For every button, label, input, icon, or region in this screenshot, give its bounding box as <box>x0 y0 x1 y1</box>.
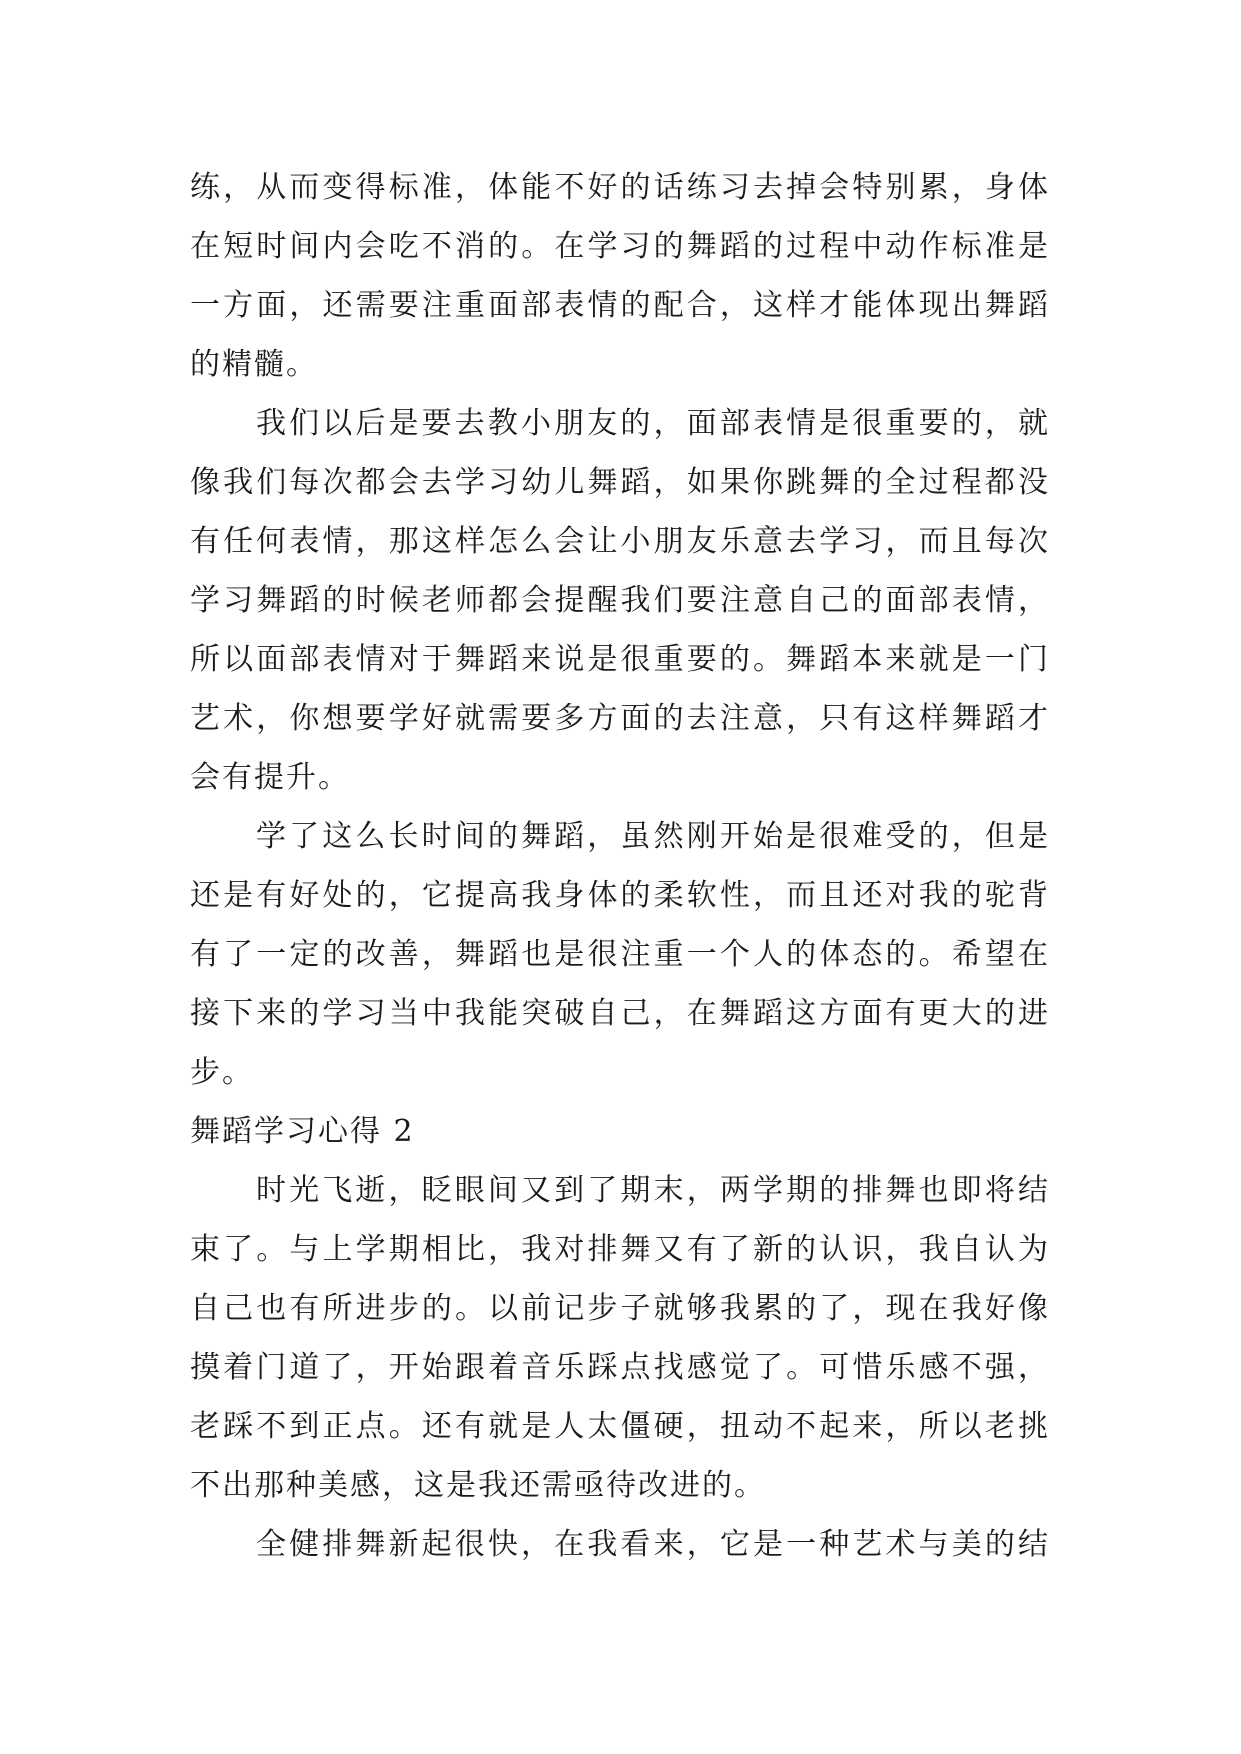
text-line: 学习舞蹈的时候老师都会提醒我们要注意自己的面部表情， <box>190 583 1050 618</box>
text-line: 艺术，你想要学好就需要多方面的去注意，只有这样舞蹈才 <box>190 701 1050 736</box>
text-line: 束了。与上学期相比，我对排舞又有了新的认识，我自认为 <box>190 1232 1050 1267</box>
text-line: 还是有好处的，它提高我身体的柔软性，而且还对我的驼背 <box>190 878 1050 913</box>
text-line: 像我们每次都会去学习幼儿舞蹈，如果你跳舞的全过程都没 <box>190 465 1050 500</box>
paragraph-first-line: 全健排舞新起很快，在我看来，它是一种艺术与美的结 <box>256 1527 1050 1562</box>
paragraph-first-line: 我们以后是要去教小朋友的，面部表情是很重要的，就 <box>256 406 1050 441</box>
text-line: 的精髓。 <box>190 347 318 382</box>
paragraph-first-line: 学了这么长时间的舞蹈，虽然刚开始是很难受的，但是 <box>256 819 1050 854</box>
document-body <box>190 158 1050 1574</box>
text-line: 接下来的学习当中我能突破自己，在舞蹈这方面有更大的进 <box>190 996 1050 1031</box>
text-line: 老踩不到正点。还有就是人太僵硬，扭动不起来，所以老挑 <box>190 1409 1050 1444</box>
text-line: 练，从而变得标准，体能不好的话练习去掉会特别累，身体 <box>190 170 1050 205</box>
text-line: 摸着门道了，开始跟着音乐踩点找感觉了。可惜乐感不强， <box>190 1350 1050 1385</box>
text-line: 不出那种美感，这是我还需亟待改进的。 <box>190 1468 766 1503</box>
text-line: 所以面部表情对于舞蹈来说是很重要的。舞蹈本来就是一门 <box>190 642 1050 677</box>
text-line: 自己也有所进步的。以前记步子就够我累的了，现在我好像 <box>190 1291 1050 1326</box>
text-line: 有任何表情，那这样怎么会让小朋友乐意去学习，而且每次 <box>190 524 1050 559</box>
paragraph-first-line: 时光飞逝，眨眼间又到了期末，两学期的排舞也即将结 <box>256 1173 1050 1208</box>
section-heading: 舞蹈学习心得 2 <box>190 1114 415 1149</box>
text-line: 会有提升。 <box>190 760 350 795</box>
text-line: 步。 <box>190 1055 254 1090</box>
text-line: 在短时间内会吃不消的。在学习的舞蹈的过程中动作标准是 <box>190 229 1050 264</box>
text-line: 有了一定的改善，舞蹈也是很注重一个人的体态的。希望在 <box>190 937 1050 972</box>
text-line: 一方面，还需要注重面部表情的配合，这样才能体现出舞蹈 <box>190 288 1050 323</box>
